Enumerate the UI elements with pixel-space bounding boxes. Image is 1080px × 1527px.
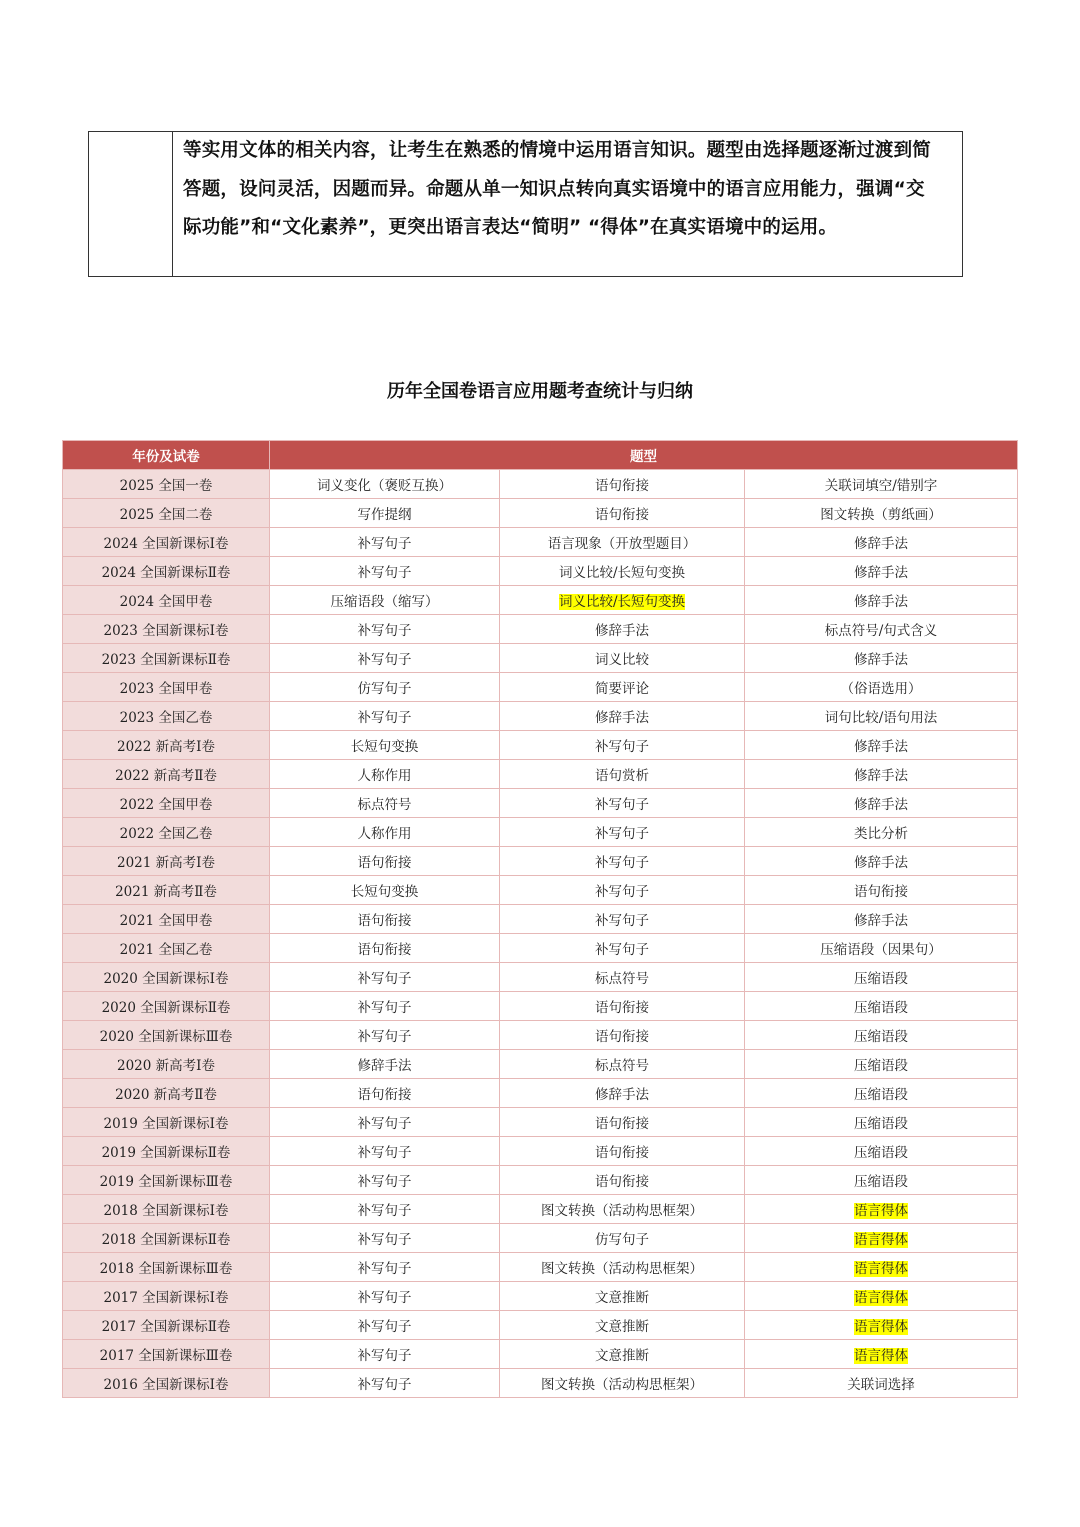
- question-type-text: 语句赏析: [595, 768, 649, 784]
- exam-cell: 2023 全国乙卷: [63, 702, 270, 731]
- question-type-text: 压缩语段: [854, 1000, 908, 1016]
- question-type-cell: [745, 905, 1018, 934]
- table-row: [63, 1108, 1018, 1137]
- exam-cell: 2023 全国甲卷: [63, 673, 270, 702]
- exam-cell: 2023 全国新课标Ⅰ卷: [63, 615, 270, 644]
- question-type-cell: [745, 1369, 1018, 1398]
- question-type-text: 标点符号: [595, 971, 649, 987]
- question-type-cell: [270, 934, 500, 963]
- question-type-text: 压缩语段: [854, 1087, 908, 1103]
- question-type-cell: [500, 1021, 745, 1050]
- question-type-cell: [745, 586, 1018, 615]
- exam-cell: 2020 全国新课标Ⅲ卷: [63, 1021, 270, 1050]
- question-type-text: 语句衔接: [357, 942, 412, 958]
- question-type-text: 压缩语段: [854, 1145, 908, 1161]
- question-type-text: 标点符号/句式含义: [824, 623, 938, 639]
- question-type-text: 文意推断: [595, 1348, 649, 1364]
- question-type-text: 压缩语段: [854, 1029, 908, 1045]
- question-type-cell: [500, 992, 745, 1021]
- table-row: [63, 1340, 1018, 1369]
- question-type-text: 图文转换（活动构思框架）: [541, 1203, 703, 1219]
- question-type-text: 补写句子: [357, 1319, 412, 1335]
- exam-cell: 2024 全国新课标Ⅰ卷: [63, 528, 270, 557]
- table-row: [63, 1079, 1018, 1108]
- exam-cell: 2018 全国新课标Ⅰ卷: [63, 1195, 270, 1224]
- question-type-cell: [500, 963, 745, 992]
- question-type-cell: [270, 876, 500, 905]
- question-type-text: 补写句子: [595, 855, 649, 871]
- question-type-cell: [745, 1166, 1018, 1195]
- question-type-cell: [500, 1195, 745, 1224]
- question-type-text: 修辞手法: [357, 1058, 412, 1074]
- question-type-text: 补写句子: [357, 1145, 412, 1161]
- table-row: [63, 1050, 1018, 1079]
- question-type-cell: [500, 847, 745, 876]
- question-type-cell: [500, 1282, 745, 1311]
- exam-cell: 2016 全国新课标Ⅰ卷: [63, 1369, 270, 1398]
- question-type-text: 压缩语段: [854, 1116, 908, 1132]
- question-type-cell: [500, 673, 745, 702]
- table-row: [63, 1369, 1018, 1398]
- question-type-cell: [270, 1108, 500, 1137]
- question-type-text: 文意推断: [595, 1319, 649, 1335]
- table-row: [63, 586, 1018, 615]
- question-type-cell: [745, 702, 1018, 731]
- exam-cell: 2024 全国新课标Ⅱ卷: [63, 557, 270, 586]
- exam-cell: 2018 全国新课标Ⅱ卷: [63, 1224, 270, 1253]
- question-type-text: 词义比较: [595, 652, 649, 668]
- question-type-cell: [270, 1224, 500, 1253]
- question-type-cell: [500, 760, 745, 789]
- table-row: [63, 1195, 1018, 1224]
- question-type-cell: [500, 789, 745, 818]
- question-type-cell: [270, 1369, 500, 1398]
- question-type-text: 补写句子: [357, 1290, 412, 1306]
- table-row: [63, 760, 1018, 789]
- question-type-text: 补写句子: [357, 536, 412, 552]
- exam-cell: 2021 新高考Ⅰ卷: [63, 847, 270, 876]
- question-type-text: 补写句子: [595, 826, 649, 842]
- question-type-text: 语句衔接: [357, 1087, 412, 1103]
- question-type-text: 图文转换（剪纸画）: [820, 507, 942, 523]
- exam-cell: 2019 全国新课标Ⅰ卷: [63, 1108, 270, 1137]
- table-row: [63, 847, 1018, 876]
- question-type-cell: [745, 1282, 1018, 1311]
- question-type-cell: [270, 644, 500, 673]
- header-question-type: 题型: [270, 441, 1018, 470]
- table-row: [63, 644, 1018, 673]
- exam-cell: 2025 全国一卷: [63, 470, 270, 499]
- question-type-cell: [500, 1340, 745, 1369]
- question-type-text: 类比分析: [854, 826, 908, 842]
- exam-cell: 2018 全国新课标Ⅲ卷: [63, 1253, 270, 1282]
- question-type-cell: [500, 1253, 745, 1282]
- question-type-cell: [270, 1253, 500, 1282]
- table-row: [63, 1166, 1018, 1195]
- question-type-text: 修辞手法: [854, 797, 908, 813]
- question-type-text: 修辞手法: [595, 710, 649, 726]
- exam-cell: 2019 全国新课标Ⅱ卷: [63, 1137, 270, 1166]
- table-row: [63, 499, 1018, 528]
- question-type-text: 语句衔接: [595, 1174, 649, 1190]
- question-type-text: 语句衔接: [595, 1000, 649, 1016]
- question-type-text: 仿写句子: [595, 1232, 649, 1248]
- table-row: [63, 673, 1018, 702]
- question-type-text: 仿写句子: [357, 681, 412, 697]
- question-type-text: 压缩语段: [854, 971, 908, 987]
- question-type-cell: [500, 644, 745, 673]
- question-type-text: 语句衔接: [357, 855, 412, 871]
- table-row: [63, 557, 1018, 586]
- intro-line: 等实用文体的相关内容，让考生在熟悉的情境中运用语言知识。题型由选择题逐渐过渡到简: [183, 140, 932, 161]
- question-type-cell: [270, 1079, 500, 1108]
- question-type-text: 词义比较/长短句变换: [558, 565, 686, 581]
- question-type-text: 补写句子: [357, 565, 412, 581]
- question-type-cell: [745, 731, 1018, 760]
- question-type-cell: [500, 1311, 745, 1340]
- question-type-text: 压缩语段: [854, 1058, 908, 1074]
- question-type-text: 补写句子: [357, 1261, 412, 1277]
- question-type-cell: [270, 702, 500, 731]
- question-type-text: 语言得体: [854, 1261, 908, 1277]
- exam-cell: 2020 新高考Ⅰ卷: [63, 1050, 270, 1079]
- question-type-text: 语句衔接: [595, 1116, 649, 1132]
- exam-cell: 2021 全国甲卷: [63, 905, 270, 934]
- question-type-text: 补写句子: [357, 652, 412, 668]
- question-type-text: 长短句变换: [350, 739, 419, 755]
- question-type-cell: [270, 615, 500, 644]
- question-type-cell: [745, 1340, 1018, 1369]
- table-row: [63, 992, 1018, 1021]
- question-type-cell: [500, 615, 745, 644]
- table-row: [63, 1021, 1018, 1050]
- table-row: [63, 1282, 1018, 1311]
- question-type-cell: [745, 1079, 1018, 1108]
- question-type-text: 图文转换（活动构思框架）: [541, 1261, 703, 1277]
- question-type-cell: [270, 992, 500, 1021]
- intro-line: 际功能”和“文化素养”，更突出语言表达“简明” “得体”在真实语境中的运用。: [183, 217, 838, 238]
- question-type-cell: [745, 1108, 1018, 1137]
- question-type-text: （俗语选用）: [840, 681, 922, 697]
- exam-cell: 2022 新高考Ⅱ卷: [63, 760, 270, 789]
- intro-box-label-cell: [89, 132, 173, 276]
- question-type-text: 语句衔接: [595, 1145, 649, 1161]
- question-type-cell: [745, 876, 1018, 905]
- question-type-cell: [270, 1137, 500, 1166]
- question-type-cell: [270, 470, 500, 499]
- question-type-cell: [500, 818, 745, 847]
- question-type-cell: [270, 789, 500, 818]
- question-type-text: 补写句子: [357, 1029, 412, 1045]
- question-type-cell: [270, 1166, 500, 1195]
- exam-cell: 2019 全国新课标Ⅲ卷: [63, 1166, 270, 1195]
- question-type-text: 语句衔接: [595, 507, 649, 523]
- question-type-cell: [270, 847, 500, 876]
- question-type-text: 补写句子: [595, 884, 649, 900]
- table-row: [63, 789, 1018, 818]
- question-type-text: 压缩语段: [854, 1174, 908, 1190]
- question-type-cell: [500, 1166, 745, 1195]
- question-type-text: 补写句子: [595, 942, 649, 958]
- intro-box: [88, 131, 963, 277]
- question-type-text: 修辞手法: [854, 594, 908, 610]
- question-type-cell: [745, 818, 1018, 847]
- question-type-text: 长短句变换: [350, 884, 419, 900]
- question-type-cell: [500, 557, 745, 586]
- question-type-cell: [745, 615, 1018, 644]
- question-type-cell: [500, 1108, 745, 1137]
- question-type-cell: [500, 586, 745, 615]
- question-type-cell: [745, 470, 1018, 499]
- question-type-cell: [745, 644, 1018, 673]
- question-type-cell: [500, 499, 745, 528]
- question-type-text: 词句比较/语句用法: [824, 710, 938, 726]
- question-type-cell: [745, 1137, 1018, 1166]
- exam-cell: 2025 全国二卷: [63, 499, 270, 528]
- question-type-cell: [500, 1224, 745, 1253]
- question-type-cell: [270, 818, 500, 847]
- question-type-text: 补写句子: [357, 710, 412, 726]
- question-type-cell: [745, 847, 1018, 876]
- table-header-row: [63, 441, 1018, 470]
- question-type-text: 补写句子: [357, 1000, 412, 1016]
- question-type-cell: [270, 673, 500, 702]
- question-type-cell: [745, 992, 1018, 1021]
- question-type-text: 补写句子: [595, 797, 649, 813]
- question-type-text: 压缩语段（缩写）: [330, 594, 439, 610]
- question-type-text: 补写句子: [357, 971, 412, 987]
- exam-cell: 2023 全国新课标Ⅱ卷: [63, 644, 270, 673]
- table-row: [63, 1311, 1018, 1340]
- question-type-text: 人称作用: [357, 826, 412, 842]
- exam-cell: 2020 全国新课标Ⅱ卷: [63, 992, 270, 1021]
- question-type-cell: [270, 1311, 500, 1340]
- question-type-cell: [745, 499, 1018, 528]
- question-type-text: 语句衔接: [595, 478, 649, 494]
- question-type-text: 修辞手法: [595, 1087, 649, 1103]
- question-type-cell: [745, 557, 1018, 586]
- intro-box-text-cell: [173, 132, 962, 276]
- table-row: [63, 963, 1018, 992]
- question-type-cell: [745, 760, 1018, 789]
- question-type-text: 标点符号: [357, 797, 412, 813]
- question-type-cell: [270, 963, 500, 992]
- table-row: [63, 731, 1018, 760]
- question-type-text: 补写句子: [595, 739, 649, 755]
- table-body: [63, 470, 1018, 1398]
- question-type-text: 语言得体: [854, 1319, 908, 1335]
- exam-cell: 2022 新高考Ⅰ卷: [63, 731, 270, 760]
- question-type-text: 修辞手法: [854, 536, 908, 552]
- question-type-cell: [745, 673, 1018, 702]
- question-type-cell: [270, 1050, 500, 1079]
- exam-statistics-table: [62, 440, 1018, 1398]
- question-type-text: 语句衔接: [854, 884, 908, 900]
- table-row: [63, 702, 1018, 731]
- question-type-cell: [270, 1021, 500, 1050]
- question-type-cell: [745, 1224, 1018, 1253]
- question-type-text: 关联词选择: [847, 1377, 915, 1393]
- question-type-text: 语句衔接: [357, 913, 412, 929]
- question-type-cell: [745, 1021, 1018, 1050]
- table-row: [63, 1137, 1018, 1166]
- table-row: [63, 528, 1018, 557]
- table-title: 历年全国卷语言应用题考查统计与归纳: [387, 381, 693, 402]
- question-type-text: 补写句子: [357, 1232, 412, 1248]
- question-type-text: 补写句子: [595, 913, 649, 929]
- exam-cell: 2017 全国新课标Ⅲ卷: [63, 1340, 270, 1369]
- question-type-cell: [500, 702, 745, 731]
- question-type-cell: [270, 1282, 500, 1311]
- question-type-cell: [500, 1050, 745, 1079]
- question-type-cell: [270, 731, 500, 760]
- question-type-cell: [500, 1369, 745, 1398]
- table-row: [63, 470, 1018, 499]
- question-type-cell: [270, 586, 500, 615]
- exam-cell: 2017 全国新课标Ⅱ卷: [63, 1311, 270, 1340]
- question-type-cell: [500, 528, 745, 557]
- question-type-cell: [500, 1137, 745, 1166]
- question-type-cell: [745, 1195, 1018, 1224]
- exam-cell: 2024 全国甲卷: [63, 586, 270, 615]
- question-type-text: 修辞手法: [854, 913, 908, 929]
- question-type-cell: [270, 760, 500, 789]
- exam-cell: 2022 全国甲卷: [63, 789, 270, 818]
- table-row: [63, 1224, 1018, 1253]
- exam-cell: 2017 全国新课标Ⅰ卷: [63, 1282, 270, 1311]
- table-row: [63, 934, 1018, 963]
- question-type-cell: [270, 528, 500, 557]
- question-type-text: 语言现象（开放型题目）: [547, 536, 697, 552]
- question-type-cell: [500, 934, 745, 963]
- question-type-text: 关联词填空/错别字: [824, 478, 938, 494]
- question-type-cell: [745, 1253, 1018, 1282]
- header-exam: 年份及试卷: [63, 441, 270, 470]
- table-row: [63, 876, 1018, 905]
- question-type-text: 词义变化（褒贬互换）: [317, 478, 452, 494]
- exam-cell: 2020 全国新课标Ⅰ卷: [63, 963, 270, 992]
- question-type-text: 文意推断: [595, 1290, 649, 1306]
- table-row: [63, 905, 1018, 934]
- table-row: [63, 818, 1018, 847]
- question-type-cell: [745, 528, 1018, 557]
- intro-line: 答题，设问灵活，因题而异。命题从单一知识点转向真实语境中的语言应用能力，强调“交: [183, 178, 925, 200]
- question-type-text: 人称作用: [357, 768, 412, 784]
- question-type-cell: [270, 1195, 500, 1224]
- question-type-cell: [500, 1079, 745, 1108]
- question-type-cell: [745, 934, 1018, 963]
- question-type-cell: [745, 789, 1018, 818]
- question-type-cell: [745, 1311, 1018, 1340]
- question-type-cell: [500, 905, 745, 934]
- question-type-text: 修辞手法: [854, 768, 908, 784]
- question-type-cell: [500, 470, 745, 499]
- question-type-cell: [745, 963, 1018, 992]
- question-type-cell: [500, 876, 745, 905]
- exam-cell: 2021 全国乙卷: [63, 934, 270, 963]
- question-type-text: 补写句子: [357, 1174, 412, 1190]
- question-type-text: 补写句子: [357, 1203, 412, 1219]
- question-type-text: 语言得体: [854, 1348, 908, 1364]
- question-type-text: 简要评论: [595, 681, 649, 697]
- table-row: [63, 1253, 1018, 1282]
- question-type-text: 语句衔接: [595, 1029, 649, 1045]
- question-type-text: 修辞手法: [854, 565, 908, 581]
- question-type-text: 修辞手法: [854, 739, 908, 755]
- question-type-text: 语言得体: [854, 1203, 908, 1219]
- question-type-text: 压缩语段（因果句）: [820, 942, 942, 958]
- question-type-text: 语言得体: [854, 1232, 908, 1248]
- question-type-cell: [270, 905, 500, 934]
- question-type-text: 写作提纲: [357, 507, 412, 523]
- question-type-cell: [745, 1050, 1018, 1079]
- question-type-text: 修辞手法: [854, 855, 908, 871]
- question-type-text: 补写句子: [357, 1348, 412, 1364]
- question-type-text: 语言得体: [854, 1290, 908, 1306]
- question-type-text: 补写句子: [357, 1116, 412, 1132]
- question-type-text: 修辞手法: [854, 652, 908, 668]
- question-type-cell: [500, 731, 745, 760]
- table-row: [63, 615, 1018, 644]
- exam-cell: 2022 全国乙卷: [63, 818, 270, 847]
- question-type-text: 图文转换（活动构思框架）: [541, 1377, 703, 1393]
- question-type-cell: [270, 1340, 500, 1369]
- question-type-cell: [270, 557, 500, 586]
- exam-cell: 2020 新高考Ⅱ卷: [63, 1079, 270, 1108]
- question-type-cell: [270, 499, 500, 528]
- question-type-text: 补写句子: [357, 1377, 412, 1393]
- question-type-text: 标点符号: [595, 1058, 649, 1074]
- question-type-text: 补写句子: [357, 623, 412, 639]
- question-type-text: 修辞手法: [595, 623, 649, 639]
- exam-cell: 2021 新高考Ⅱ卷: [63, 876, 270, 905]
- question-type-text: 词义比较/长短句变换: [558, 594, 686, 610]
